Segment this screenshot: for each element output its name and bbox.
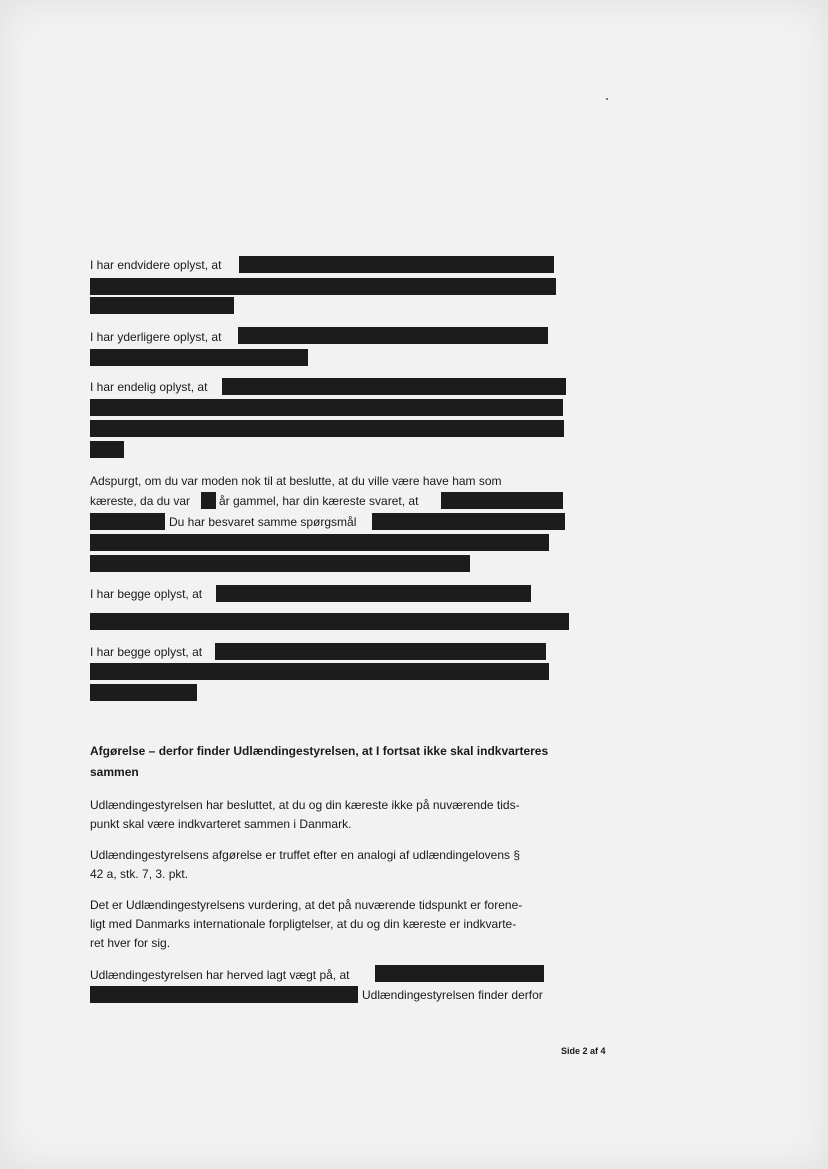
page-number: Side 2 af 4: [561, 1046, 606, 1056]
scan-speck: [606, 98, 608, 100]
redaction-block: [90, 399, 563, 416]
decision-p4-line1: Udlændingestyrelsen har herved lagt vægt på, at: [90, 968, 350, 982]
redaction-block: [215, 643, 546, 660]
decision-p1-line1: Udlændingestyrelsen har besluttet, at du og din kæreste ikke på nuværende tids-: [90, 798, 520, 812]
para3-text: I har endelig oplyst, at: [90, 380, 208, 394]
para1-text: I har endvidere oplyst, at: [90, 258, 222, 272]
redaction-block: [222, 378, 566, 395]
redaction-block: [239, 256, 554, 273]
redaction-block: [90, 613, 569, 630]
para4-line1: Adspurgt, om du var moden nok til at beslutte, at du ville være have ham som: [90, 474, 502, 488]
redaction-block: [90, 986, 358, 1003]
para6-text: I har begge oplyst, at: [90, 645, 203, 659]
decision-p3-line2: ligt med Danmarks internationale forpligtelser, at du og din kæreste er indkvarte-: [90, 917, 517, 931]
redaction-block: [90, 278, 556, 295]
redaction-block: [372, 513, 565, 530]
redaction-block: [216, 585, 531, 602]
decision-heading-line1: Afgørelse – derfor finder Udlændingestyrelsen, at I fortsat ikke skal indkvarteres: [90, 744, 549, 758]
decision-p3-line3: ret hver for sig.: [90, 936, 171, 950]
redaction-block: [90, 349, 308, 366]
redaction-block: [90, 534, 549, 551]
redaction-block: [90, 420, 564, 437]
decision-p4-line2: Udlændingestyrelsen finder derfor: [362, 988, 543, 1002]
redaction-block: [90, 297, 234, 314]
decision-heading-line2: sammen: [90, 765, 139, 779]
redaction-block: [90, 684, 197, 701]
redaction-block: [441, 492, 563, 509]
para4-line2a: kæreste, da du var: [90, 494, 191, 508]
decision-p2-line2: 42 a, stk. 7, 3. pkt.: [90, 867, 189, 881]
para2-text: I har yderligere oplyst, at: [90, 330, 222, 344]
redaction-block: [201, 492, 216, 509]
decision-p1-line2: punkt skal være indkvarteret sammen i Danmark.: [90, 817, 352, 831]
para5-text: I har begge oplyst, at: [90, 587, 203, 601]
decision-p3-line1: Det er Udlændingestyrelsens vurdering, at det på nuværende tidspunkt er forene-: [90, 898, 523, 912]
redaction-block: [90, 441, 124, 458]
redaction-block: [90, 513, 165, 530]
redaction-block: [375, 965, 544, 982]
para4-line2b: år gammel, har din kæreste svaret, at: [219, 494, 419, 508]
para4-line3: Du har besvaret samme spørgsmål: [169, 515, 357, 529]
redaction-block: [90, 663, 549, 680]
decision-p2-line1: Udlændingestyrelsens afgørelse er truffet efter en analogi af udlændingelovens §: [90, 848, 521, 862]
redaction-block: [90, 555, 470, 572]
redaction-block: [238, 327, 548, 344]
